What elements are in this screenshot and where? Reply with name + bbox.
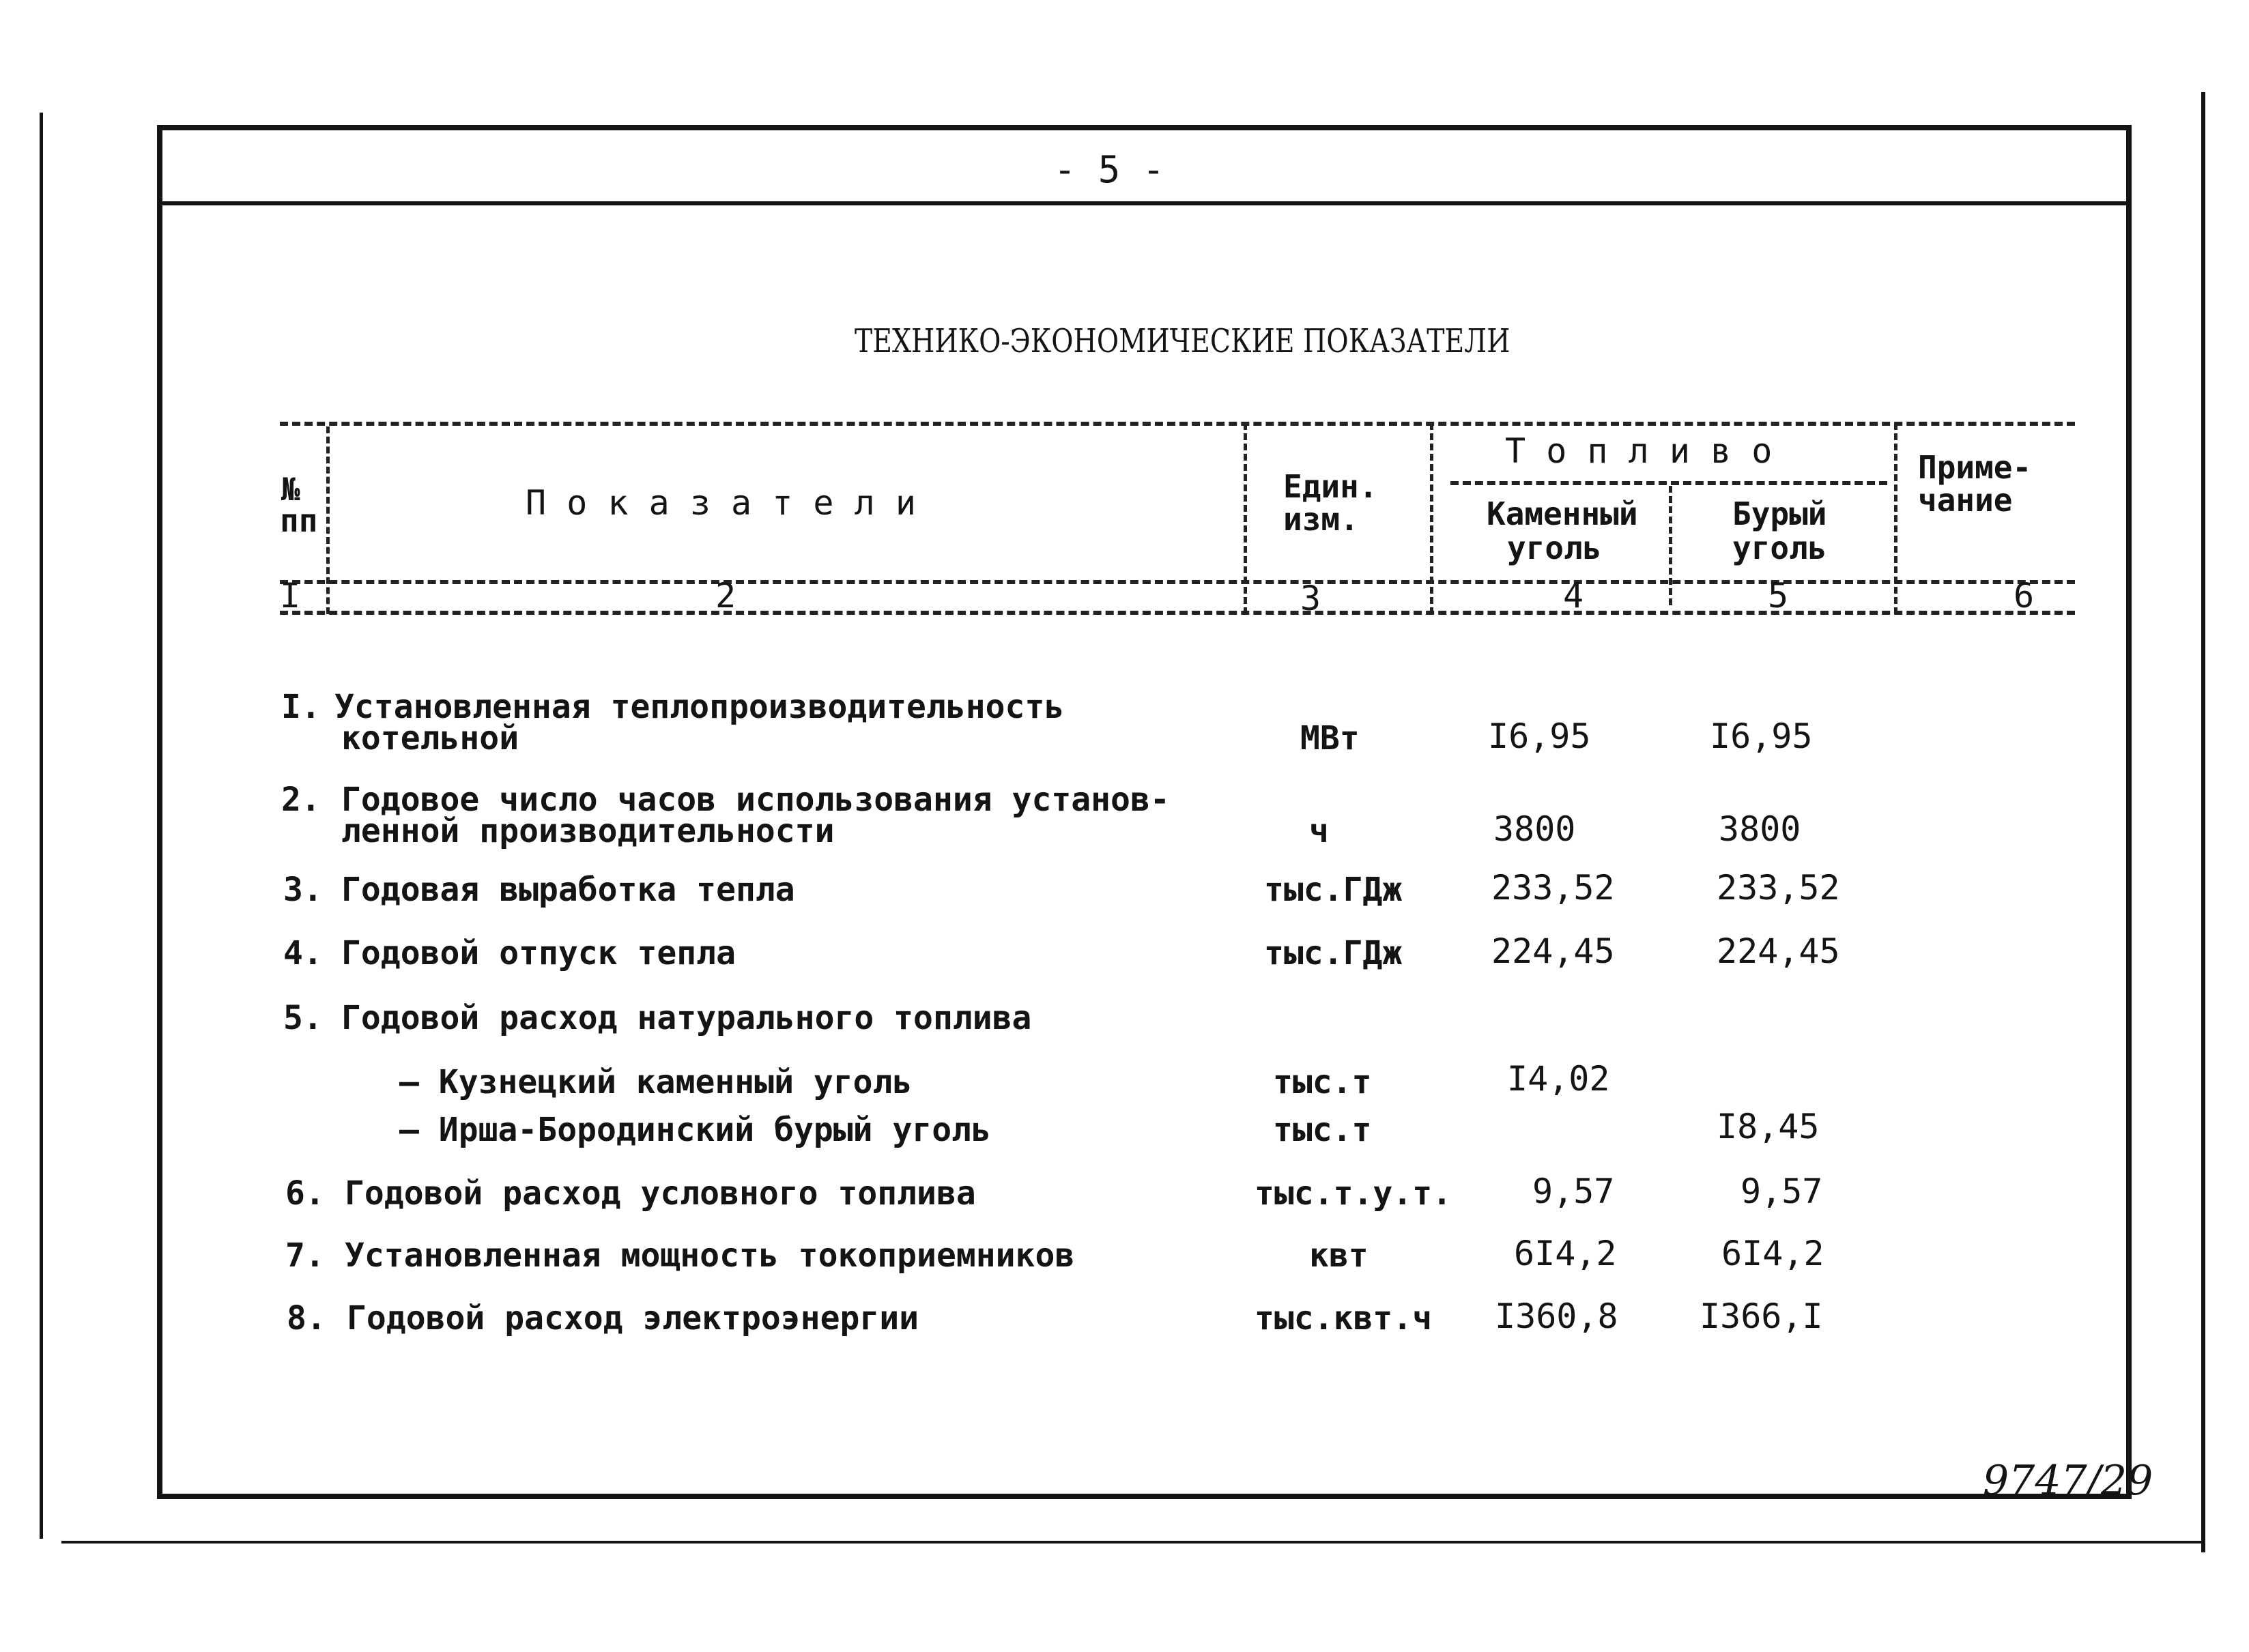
note-header-line2: чание	[1918, 482, 2013, 519]
col-divider-2	[1244, 423, 1247, 614]
row-5a-coal: I4,02	[1507, 1059, 1610, 1099]
row-6-coal: 9,57	[1532, 1172, 1615, 1211]
page-title: ТЕХНИКО-ЭКОНОМИЧЕСКИЕ ПОКАЗАТЕЛИ	[855, 322, 1510, 360]
col-divider-5	[1894, 423, 1897, 614]
row-6-unit: тыс.т.у.т.	[1255, 1174, 1452, 1213]
coal-header-line1: Каменный	[1487, 495, 1638, 532]
row-2-unit: ч	[1309, 812, 1329, 850]
row-3-label: Годовая выработка тепла	[341, 871, 795, 909]
row-4-unit: тыс.ГДж	[1264, 934, 1403, 972]
col-number-bottom-rule	[280, 611, 2075, 615]
note-header-line1: Приме-	[1918, 449, 2032, 486]
row-1-label-line1: Установленная теплопроизводительность	[334, 688, 1065, 726]
row-7-label: Установленная мощность токоприемников	[345, 1236, 1075, 1275]
row-5b-unit: тыс.т	[1273, 1111, 1372, 1149]
col-number-3: 3	[1300, 579, 1321, 618]
row-5a-label: – Кузнецкий каменный уголь	[399, 1063, 913, 1101]
row-8-brown: I366,I	[1700, 1296, 1823, 1336]
row-3-coal: 233,52	[1491, 868, 1615, 908]
right-margin-line	[2201, 92, 2205, 1552]
row-2-coal: 3800	[1493, 809, 1576, 849]
row-7-coal: 6I4,2	[1514, 1234, 1617, 1273]
row-2-brown: 3800	[1719, 809, 1801, 849]
page-number: - 5 -	[1053, 148, 1165, 191]
row-1-unit: МВт	[1300, 719, 1360, 757]
row-3-number: 3.	[283, 871, 323, 909]
row-5-number: 5.	[283, 999, 323, 1037]
row-4-number: 4.	[283, 934, 323, 972]
col-number-1: I	[280, 576, 301, 615]
row-5a-unit: тыс.т	[1273, 1063, 1372, 1101]
row-2-label-line2: ленной производительности	[341, 812, 835, 850]
row-3-unit: тыс.ГДж	[1264, 871, 1403, 909]
indicator-header: П о к а з а т е л и	[526, 483, 916, 523]
fuel-header: Т о п л и в о	[1505, 431, 1773, 471]
coal-header-line2: уголь	[1507, 530, 1602, 566]
row-1-brown: I6,95	[1710, 716, 1813, 756]
num-header-top: №	[281, 471, 300, 508]
unit-header-line1: Един.	[1283, 468, 1378, 505]
row-1-number: I.	[281, 688, 321, 726]
row-6-brown: 9,57	[1741, 1172, 1823, 1211]
row-8-number: 8.	[287, 1299, 326, 1337]
row-4-label: Годовой отпуск тепла	[341, 934, 736, 972]
col-divider-1	[326, 426, 330, 614]
col-number-5: 5	[1768, 576, 1789, 615]
document-stamp: 9747/29	[1983, 1457, 2153, 1505]
num-header-bottom: пп	[280, 502, 318, 539]
col-divider-4	[1669, 486, 1672, 605]
row-7-brown: 6I4,2	[1721, 1234, 1824, 1273]
row-7-number: 7.	[285, 1236, 325, 1275]
unit-header-line2: изм.	[1283, 501, 1359, 538]
col-number-top-rule	[280, 580, 2075, 584]
row-1-coal: I6,95	[1488, 716, 1591, 756]
row-4-brown: 224,45	[1717, 931, 1840, 971]
col-number-4: 4	[1563, 576, 1584, 615]
row-5b-label: – Ирша-Бородинский бурый уголь	[399, 1111, 991, 1149]
row-5b-brown: I8,45	[1717, 1107, 1820, 1146]
row-8-coal: I360,8	[1495, 1296, 1618, 1336]
row-2-number: 2.	[281, 781, 321, 819]
row-4-coal: 224,45	[1491, 931, 1615, 971]
bottom-margin-line	[61, 1541, 2203, 1544]
brown-header-line1: Бурый	[1732, 495, 1827, 532]
row-2-label-line1: Годовое число часов использования установ-	[341, 781, 1170, 819]
col-divider-3	[1430, 423, 1433, 614]
fuel-sub-rule	[1450, 481, 1887, 485]
row-5-label: Годовой расход натурального топлива	[341, 999, 1032, 1037]
row-6-label: Годовой расход условного топлива	[345, 1174, 976, 1213]
row-8-label: Годовой расход электроэнергии	[347, 1299, 919, 1337]
header-divider	[157, 201, 2132, 205]
col-number-2: 2	[715, 576, 736, 615]
row-3-brown: 233,52	[1717, 868, 1840, 908]
row-7-unit: квт	[1309, 1236, 1369, 1275]
row-6-number: 6.	[285, 1174, 325, 1213]
row-1-label-line2: котельной	[341, 719, 519, 757]
table-top-rule	[280, 422, 2075, 426]
left-margin-line	[40, 113, 43, 1539]
col-number-6: 6	[2014, 576, 2035, 615]
brown-header-line2: уголь	[1732, 530, 1827, 566]
row-8-unit: тыс.квт.ч	[1255, 1299, 1433, 1337]
